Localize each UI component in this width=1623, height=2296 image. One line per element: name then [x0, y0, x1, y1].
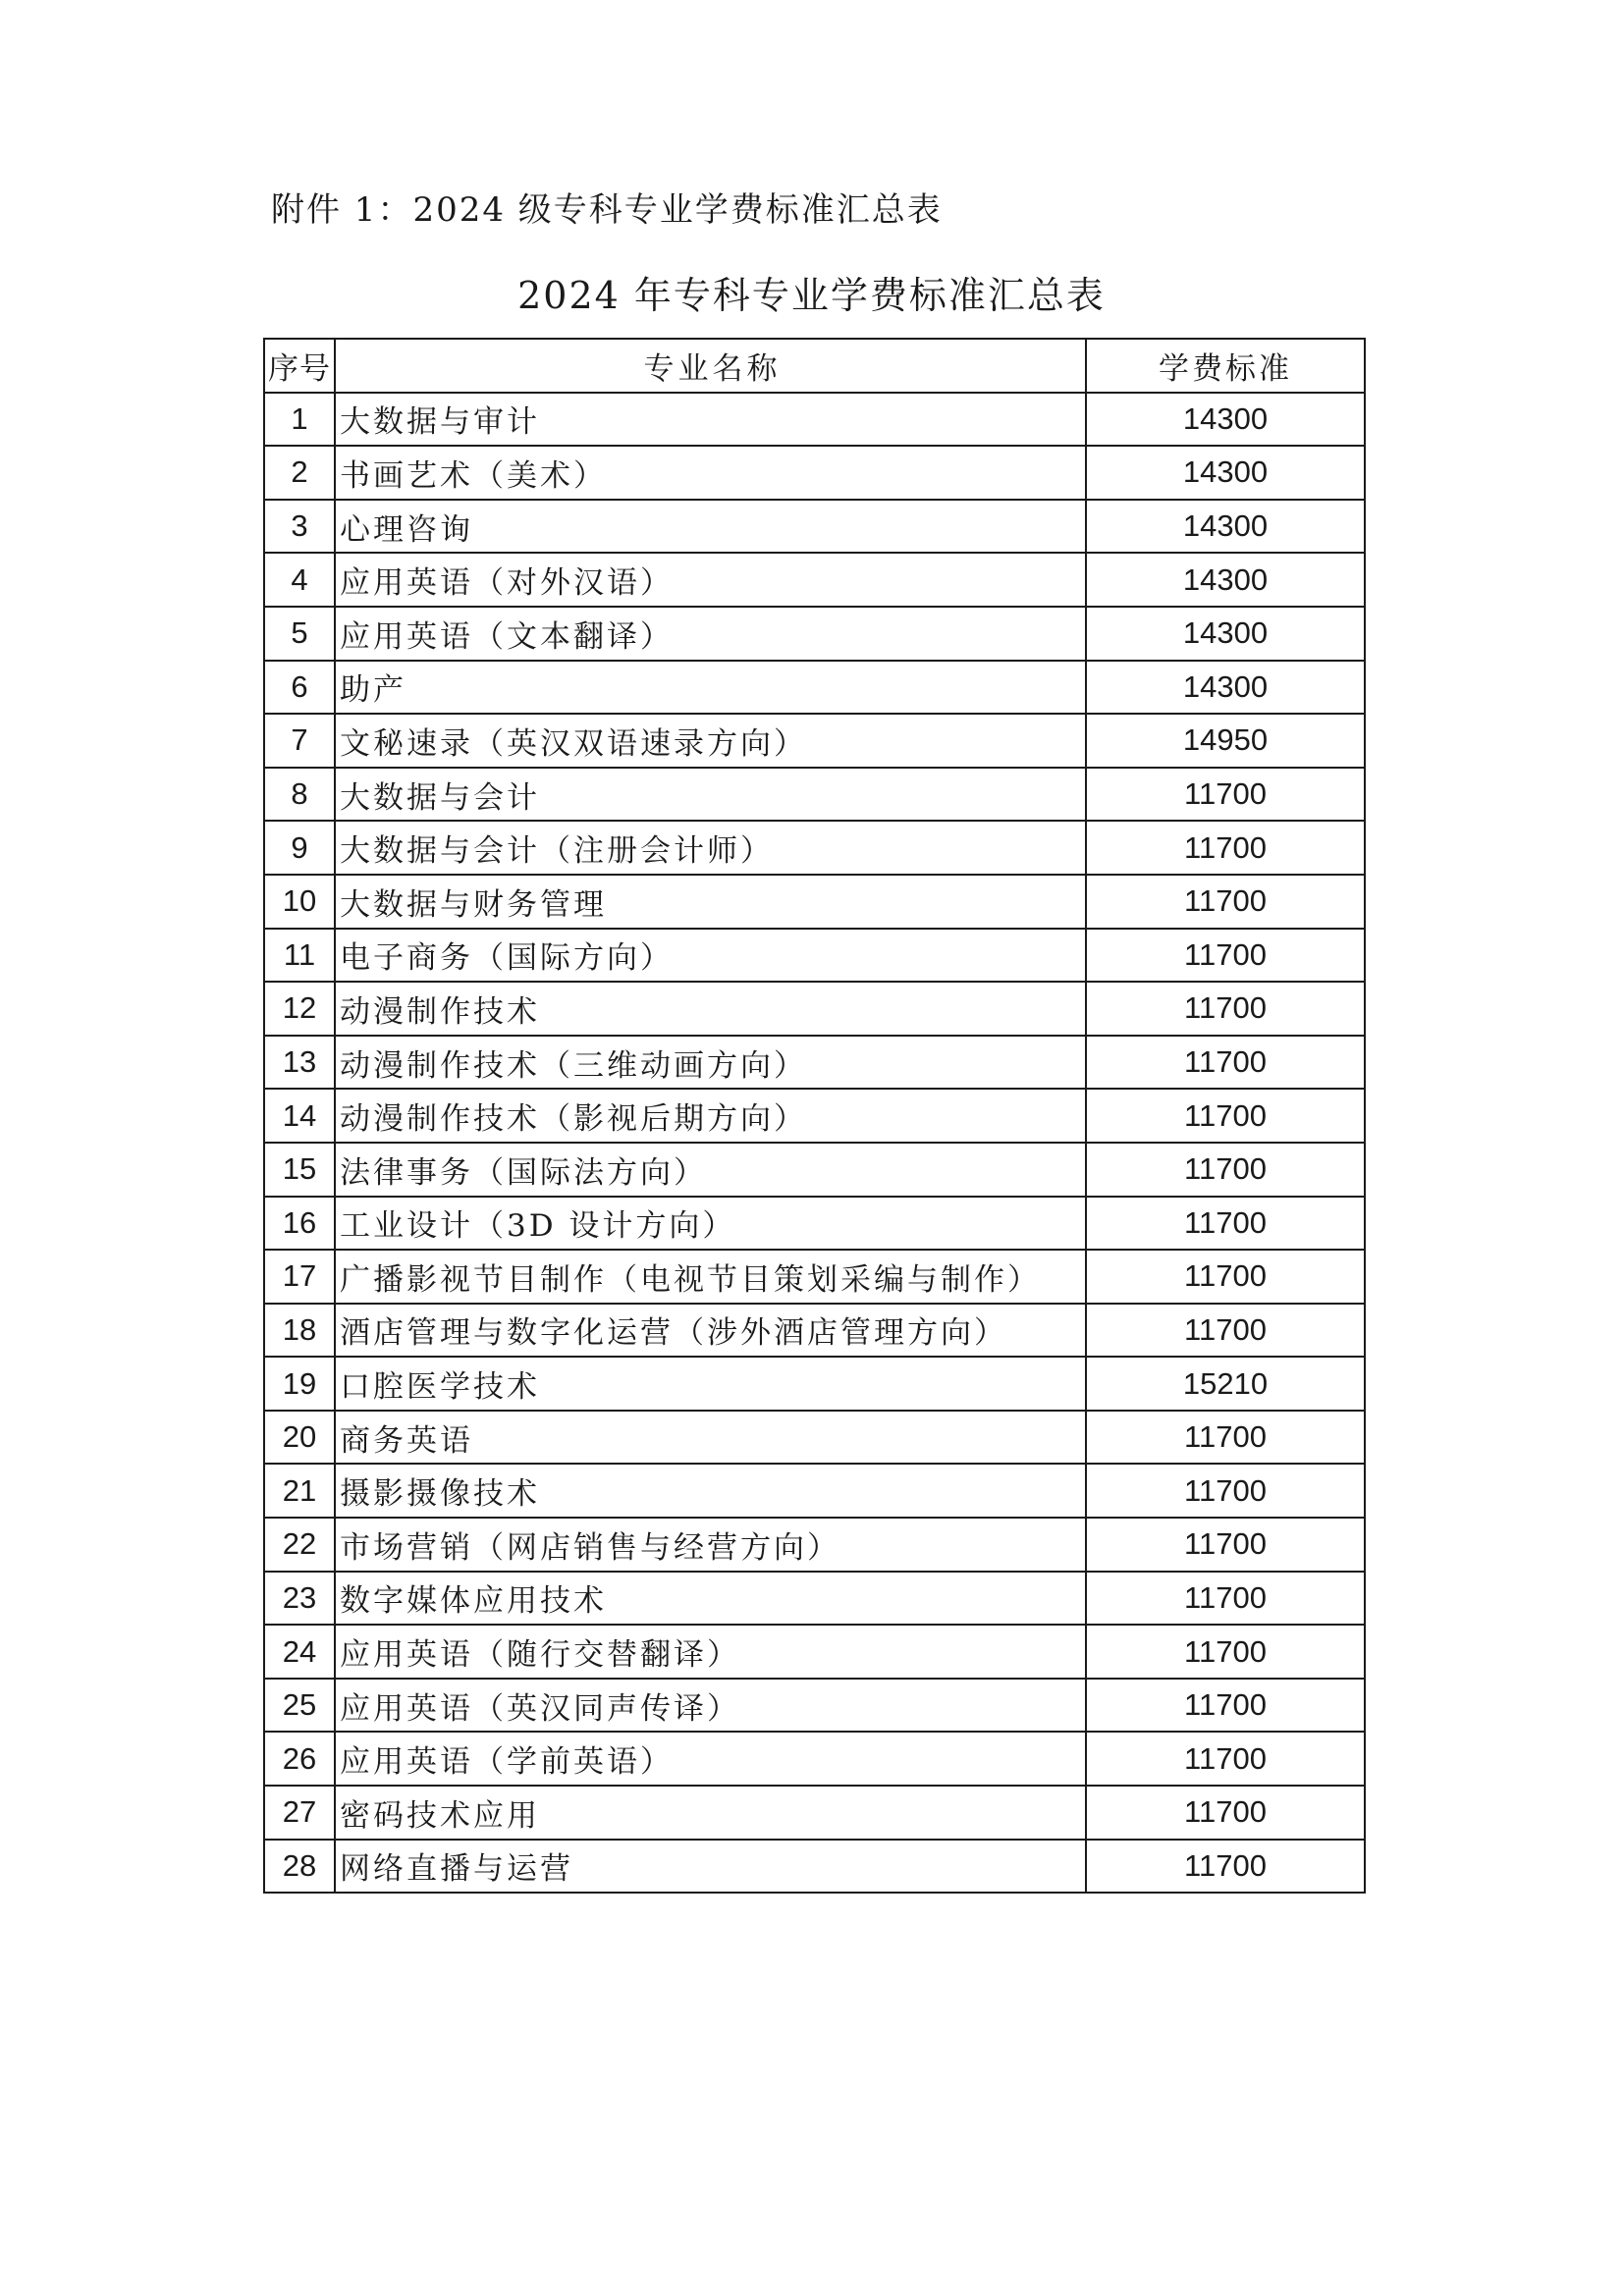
- table-row: [264, 1357, 1365, 1411]
- row-number: 4: [264, 553, 335, 607]
- tuition-fee: 11700: [1086, 1840, 1365, 1894]
- row-number: 25: [264, 1679, 335, 1733]
- tuition-fee: 11700: [1086, 1732, 1365, 1786]
- tuition-fee: 11700: [1086, 1464, 1365, 1518]
- tuition-fee: 11700: [1086, 1411, 1365, 1465]
- table-row: [264, 875, 1365, 929]
- major-name: 大数据与会计: [335, 768, 1086, 822]
- table-row: [264, 1089, 1365, 1143]
- major-name: 助产: [335, 661, 1086, 715]
- tuition-fee: 11700: [1086, 768, 1365, 822]
- row-number: 10: [264, 875, 335, 929]
- table-row: [264, 1732, 1365, 1786]
- major-name: 商务英语: [335, 1411, 1086, 1465]
- tuition-fee: 11700: [1086, 929, 1365, 983]
- major-name: 动漫制作技术: [335, 982, 1086, 1036]
- table-row: [264, 1518, 1365, 1572]
- row-number: 16: [264, 1197, 335, 1251]
- row-number: 17: [264, 1250, 335, 1304]
- major-name: 摄影摄像技术: [335, 1464, 1086, 1518]
- table-row: [264, 1572, 1365, 1626]
- tuition-fee: 11700: [1086, 875, 1365, 929]
- row-number: 6: [264, 661, 335, 715]
- row-number: 23: [264, 1572, 335, 1626]
- row-number: 8: [264, 768, 335, 822]
- major-name: 大数据与审计: [335, 393, 1086, 447]
- table-row: [264, 607, 1365, 661]
- tuition-fee: 14950: [1086, 714, 1365, 768]
- row-number: 14: [264, 1089, 335, 1143]
- row-number: 28: [264, 1840, 335, 1894]
- row-number: 12: [264, 982, 335, 1036]
- table-row: [264, 1250, 1365, 1304]
- major-name: 酒店管理与数字化运营（涉外酒店管理方向）: [335, 1304, 1086, 1358]
- tuition-fee: 11700: [1086, 821, 1365, 875]
- table-title: 2024 年专科专业学费标准汇总表: [517, 274, 1106, 317]
- table-row: [264, 500, 1365, 554]
- major-name: 法律事务（国际法方向）: [335, 1143, 1086, 1197]
- tuition-fee: 11700: [1086, 1036, 1365, 1090]
- tuition-fee: 11700: [1086, 1197, 1365, 1251]
- major-name: 数字媒体应用技术: [335, 1572, 1086, 1626]
- header-no: 序号: [264, 339, 335, 393]
- tuition-fee: 11700: [1086, 1518, 1365, 1572]
- major-name: 应用英语（文本翻译）: [335, 607, 1086, 661]
- tuition-fee: 11700: [1086, 982, 1365, 1036]
- row-number: 18: [264, 1304, 335, 1358]
- tuition-fee: 11700: [1086, 1786, 1365, 1840]
- major-name: 口腔医学技术: [335, 1357, 1086, 1411]
- table-body: [264, 393, 1365, 1894]
- tuition-fee: 14300: [1086, 393, 1365, 447]
- table-row: [264, 1786, 1365, 1840]
- table-row: [264, 1304, 1365, 1358]
- major-name: 电子商务（国际方向）: [335, 929, 1086, 983]
- major-name: 心理咨询: [335, 500, 1086, 554]
- table-row: [264, 1036, 1365, 1090]
- row-number: 11: [264, 929, 335, 983]
- major-name: 应用英语（对外汉语）: [335, 553, 1086, 607]
- table-row: [264, 1625, 1365, 1679]
- table-row: [264, 1197, 1365, 1251]
- table-row: [264, 768, 1365, 822]
- major-name: 动漫制作技术（三维动画方向）: [335, 1036, 1086, 1090]
- tuition-fee: 14300: [1086, 446, 1365, 500]
- table-row: [264, 1411, 1365, 1465]
- table-row: [264, 661, 1365, 715]
- table-row: [264, 714, 1365, 768]
- row-number: 9: [264, 821, 335, 875]
- table-row: [264, 982, 1365, 1036]
- table-row: [264, 1464, 1365, 1518]
- tuition-fee: 14300: [1086, 500, 1365, 554]
- row-number: 5: [264, 607, 335, 661]
- table-row: [264, 553, 1365, 607]
- table-row: [264, 446, 1365, 500]
- table-header-row: [264, 339, 1365, 393]
- table-row: [264, 393, 1365, 447]
- major-name: 文秘速录（英汉双语速录方向）: [335, 714, 1086, 768]
- tuition-fee: 14300: [1086, 553, 1365, 607]
- table-row: [264, 1840, 1365, 1894]
- header-tuition-fee: 学费标准: [1086, 339, 1365, 393]
- major-name: 大数据与会计（注册会计师）: [335, 821, 1086, 875]
- table-row: [264, 1679, 1365, 1733]
- tuition-fee-table: [263, 338, 1366, 1894]
- tuition-fee: 11700: [1086, 1250, 1365, 1304]
- tuition-fee: 11700: [1086, 1572, 1365, 1626]
- major-name: 应用英语（英汉同声传译）: [335, 1679, 1086, 1733]
- tuition-fee: 14300: [1086, 607, 1365, 661]
- tuition-fee: 11700: [1086, 1089, 1365, 1143]
- major-name: 工业设计（3D 设计方向）: [335, 1197, 1086, 1251]
- table-row: [264, 821, 1365, 875]
- tuition-fee: 15210: [1086, 1357, 1365, 1411]
- row-number: 1: [264, 393, 335, 447]
- table-row: [264, 929, 1365, 983]
- row-number: 27: [264, 1786, 335, 1840]
- tuition-fee: 11700: [1086, 1679, 1365, 1733]
- tuition-fee: 11700: [1086, 1304, 1365, 1358]
- major-name: 网络直播与运营: [335, 1840, 1086, 1894]
- tuition-fee: 14300: [1086, 661, 1365, 715]
- row-number: 2: [264, 446, 335, 500]
- row-number: 13: [264, 1036, 335, 1090]
- major-name: 应用英语（随行交替翻译）: [335, 1625, 1086, 1679]
- row-number: 7: [264, 714, 335, 768]
- row-number: 21: [264, 1464, 335, 1518]
- header-major-name: 专业名称: [335, 339, 1086, 393]
- major-name: 应用英语（学前英语）: [335, 1732, 1086, 1786]
- tuition-fee: 11700: [1086, 1625, 1365, 1679]
- row-number: 24: [264, 1625, 335, 1679]
- row-number: 19: [264, 1357, 335, 1411]
- row-number: 15: [264, 1143, 335, 1197]
- major-name: 书画艺术（美术）: [335, 446, 1086, 500]
- row-number: 26: [264, 1732, 335, 1786]
- major-name: 大数据与财务管理: [335, 875, 1086, 929]
- major-name: 密码技术应用: [335, 1786, 1086, 1840]
- major-name: 广播影视节目制作（电视节目策划采编与制作）: [335, 1250, 1086, 1304]
- attachment-heading: 附件 1：2024 级专科专业学费标准汇总表: [271, 190, 943, 230]
- table-row: [264, 1143, 1365, 1197]
- major-name: 市场营销（网店销售与经营方向）: [335, 1518, 1086, 1572]
- major-name: 动漫制作技术（影视后期方向）: [335, 1089, 1086, 1143]
- row-number: 20: [264, 1411, 335, 1465]
- tuition-fee: 11700: [1086, 1143, 1365, 1197]
- row-number: 22: [264, 1518, 335, 1572]
- row-number: 3: [264, 500, 335, 554]
